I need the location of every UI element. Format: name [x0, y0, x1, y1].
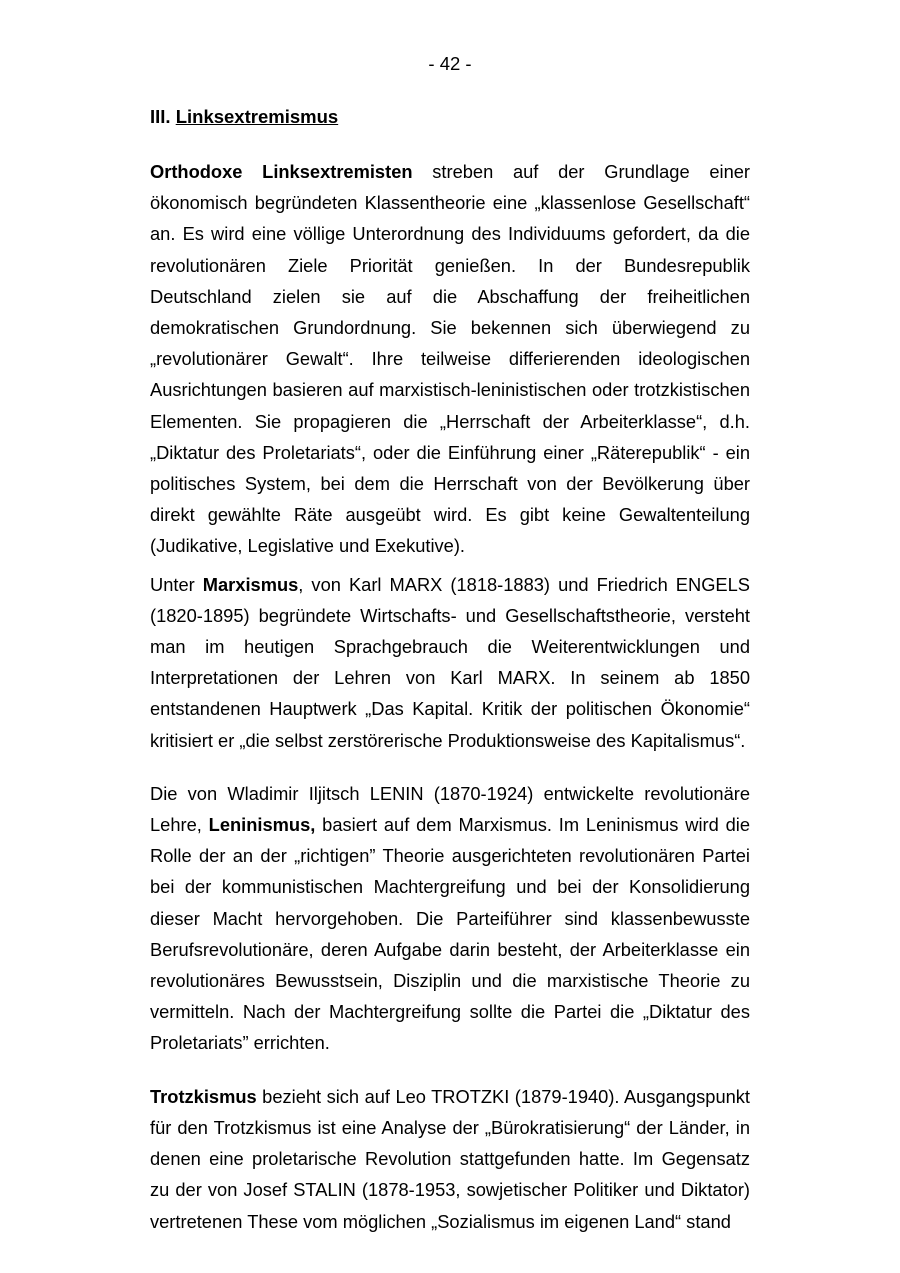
term-leninismus: Leninismus,: [208, 814, 316, 836]
paragraph-text: , von Karl MARX (1818-1883) und Friedrich ENGELS (1820-1895) begründete Wirtschafts- und Gesellschaftstheorie, versteht man im heutigen Sprachgebrauch die Weiterentwicklungen und Interpretationen der Lehren von Karl MARX. In seinem ab 1850 entstandenen Hauptwerk „Das Kapital. Kritik der politischen Ökonomie“ kritisiert er „die selbst zerstörerische Produktionsweise des Kapitalismus“.: [150, 573, 750, 751]
paragraph-lead-text: Die von Wladimir Iljitsch LENIN (1870-1924) entwickelte revolutionäre Lehre,: [150, 782, 750, 836]
section-heading: [150, 105, 338, 129]
paragraph-lead-text: Unter: [150, 573, 203, 595]
term-marxismus: Marxismus: [202, 573, 299, 595]
paragraph-marxismus: [150, 569, 750, 756]
paragraph-text: streben auf der Grundlage einer ökonomisch begründeten Klassentheorie eine „klassenlose Gesellschaft“ an. Es wird eine völlige Unterordnung des Individuums gefordert, da die revolutionären Ziele Priorität genießen. In der Bundesrepublik Deutschland zielen sie auf die Abschaffung der freiheitlichen demokratischen Grundordnung. Sie bekennen sich überwiegend zu „revolutionärer Gewalt“. Ihre teilweise differierenden ideologischen Ausrichtungen basieren auf marxistisch-leninistischen oder trotzkistischen Elementen. Sie propagieren die „Herrschaft der Arbeiterklasse“, d.h. „Diktatur des Proletariats“, oder die Einführung einer „Räterepublik“ - ein politisches System, bei dem die Herrschaft von der Bevölkerung über direkt gewählte Räte ausgeübt wird. Es gibt keine Gewaltenteilung (Judikative, Legislative und Exekutive).: [150, 161, 750, 557]
paragraph-orthodoxe-linksextremisten: [150, 156, 750, 562]
section-numeral: III.: [150, 106, 171, 127]
paragraph-text: basiert auf dem Marxismus. Im Leninismus wird die Rolle der an der „richtigen” Theorie ausgerichteten revolutionären Partei bei der kommunistischen Machtergreifung und bei der Konsolidierung dieser Macht hervorgehoben. Die Parteiführer sind klassenbewusste Berufsrevolutionäre, deren Aufgabe darin besteht, der Arbeiterklasse ein revolutionäres Bewusstsein, Disziplin und die marxistische Theorie zu vermitteln. Nach der Machtergreifung sollte die Partei die „Diktatur des Proletariats” errichten.: [150, 814, 750, 1054]
term-trotzkismus: Trotzkismus: [150, 1085, 257, 1107]
page-number: - 42 -: [428, 53, 472, 74]
term-orthodoxe-linksextremisten: Orthodoxe Linksextremisten: [150, 161, 413, 182]
section-title: Linksextremismus: [175, 106, 339, 127]
document-body: [150, 156, 750, 1237]
paragraph-trotzkismus: [150, 1081, 750, 1237]
paragraph-text: bezieht sich auf Leo TROTZKI (1879-1940). Ausgangspunkt für den Trotzkismus ist eine Analyse der „Bürokratisierung“ der Länder, in denen eine proletarische Revolution stattgefunden hatte. Im Gegensatz zu der von Josef STALIN (1878-1953, sowjetischer Politiker und Diktator) vertretenen These vom möglichen „Sozialismus im eigenen Land“ stand: [150, 1085, 750, 1232]
paragraph-leninismus: [150, 778, 750, 1059]
